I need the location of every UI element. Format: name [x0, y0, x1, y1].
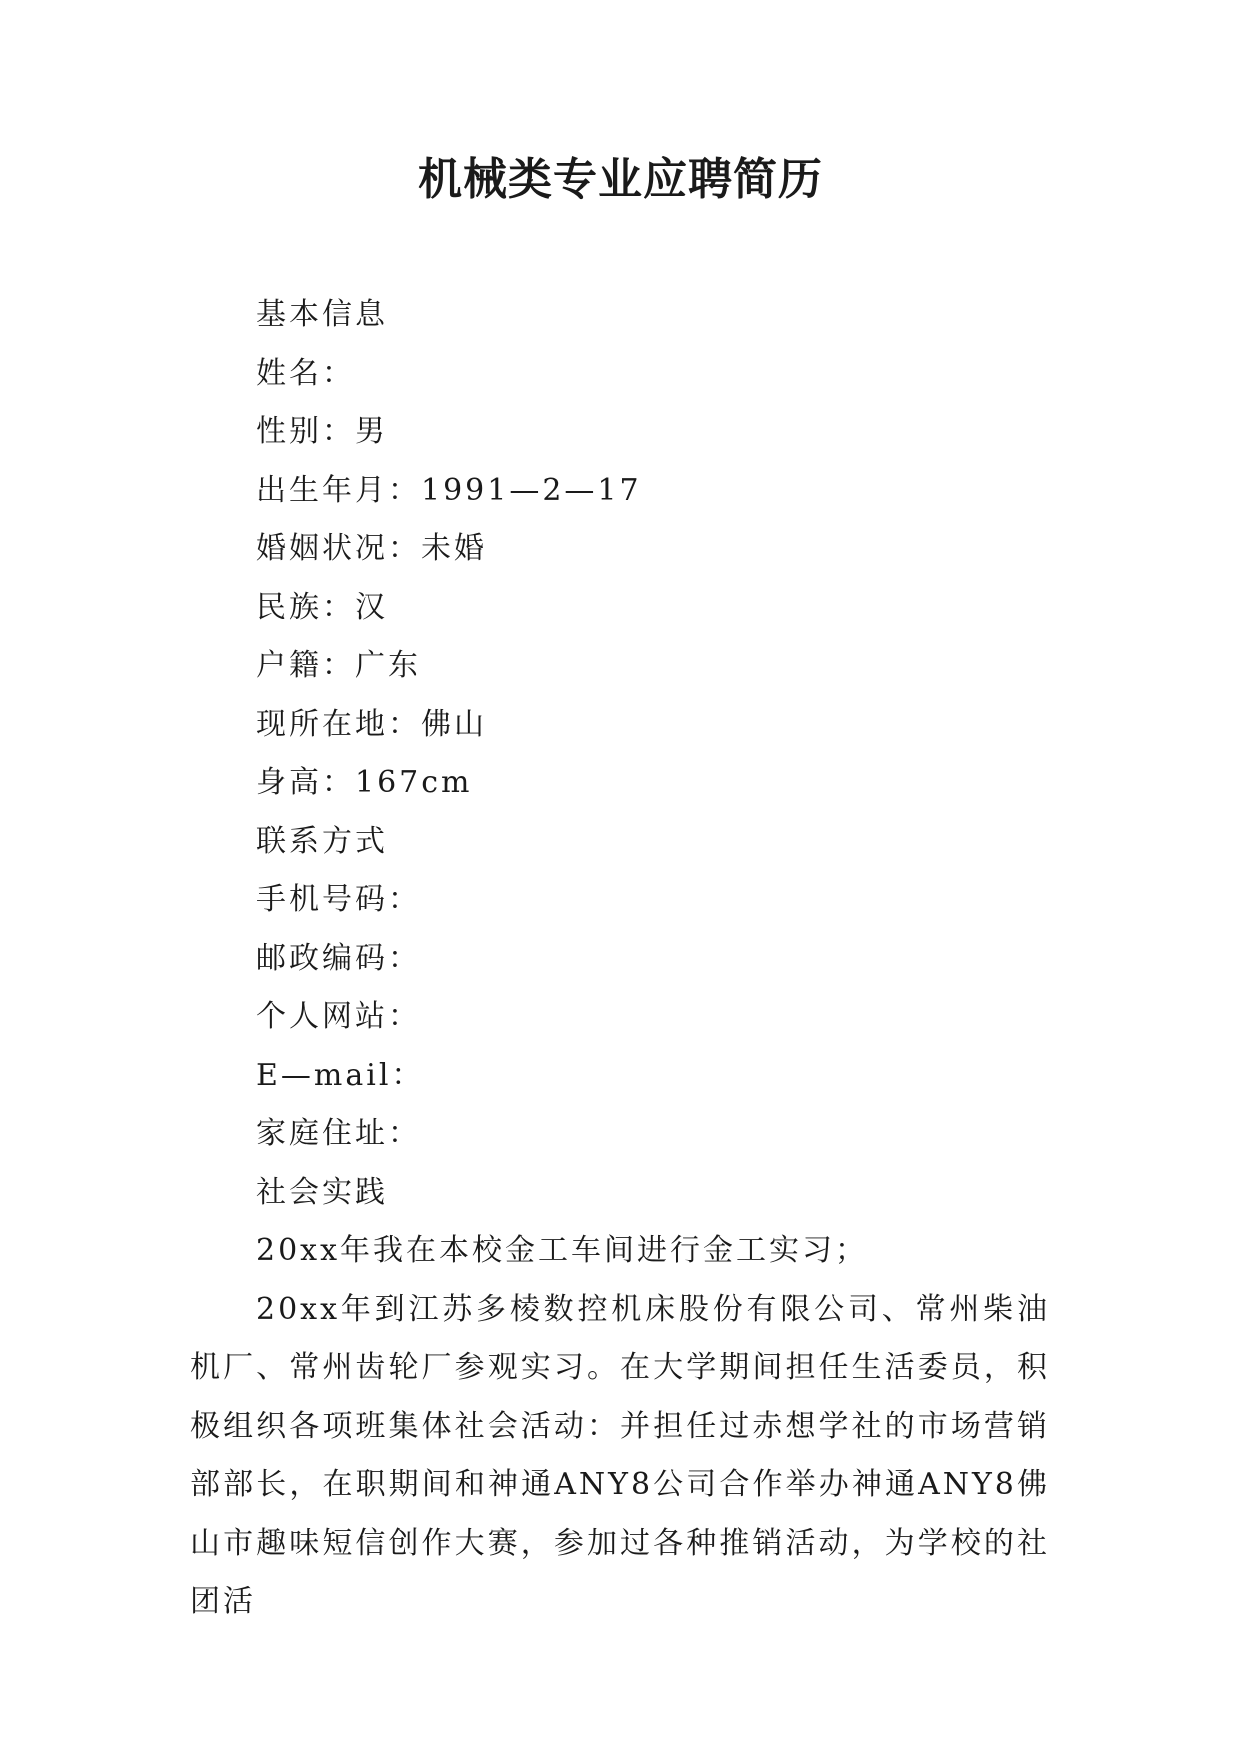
field-email: E—mail：: [256, 1057, 425, 1093]
field-gender: 性别：男: [256, 414, 388, 449]
field-ethnicity: 民族：汉: [256, 589, 388, 625]
practice-item: 20xx年我在本校金工车间进行金工实习；: [256, 1233, 869, 1268]
field-mobile: 手机号码：: [256, 882, 421, 917]
field-household-registration: 户籍：广东: [256, 648, 421, 683]
section-heading-social-practice: 社会实践: [256, 1174, 388, 1210]
section-heading-basic-info: 基本信息: [256, 297, 388, 332]
field-marital-status: 婚姻状况：未婚: [256, 531, 487, 566]
field-postal-code: 邮政编码：: [256, 940, 421, 976]
field-height: 身高：167cm: [256, 765, 473, 800]
field-home-address: 家庭住址：: [256, 1116, 421, 1151]
page-title: 机械类专业应聘简历: [418, 154, 823, 205]
resume-body: [190, 286, 1050, 1632]
field-current-location: 现所在地：佛山: [256, 706, 487, 742]
field-website: 个人网站：: [256, 999, 421, 1034]
practice-paragraph: 20xx年到江苏多棱数控机床股份有限公司、常州柴油机厂、常州齿轮厂参观实习。在大学期间担任生活委员，积极组织各项班集体社会活动：并担任过赤想学社的市场营销部部长，在职期间和神通ANY8公司合作举办神通ANY8佛山市趣味短信创作大赛，参加过各种推销活动，为学校的社团活: [190, 1291, 1050, 1619]
field-name: 姓名：: [256, 355, 355, 391]
section-heading-contact: 联系方式: [256, 823, 388, 859]
field-birth-date: 出生年月：1991—2—17: [256, 472, 642, 508]
